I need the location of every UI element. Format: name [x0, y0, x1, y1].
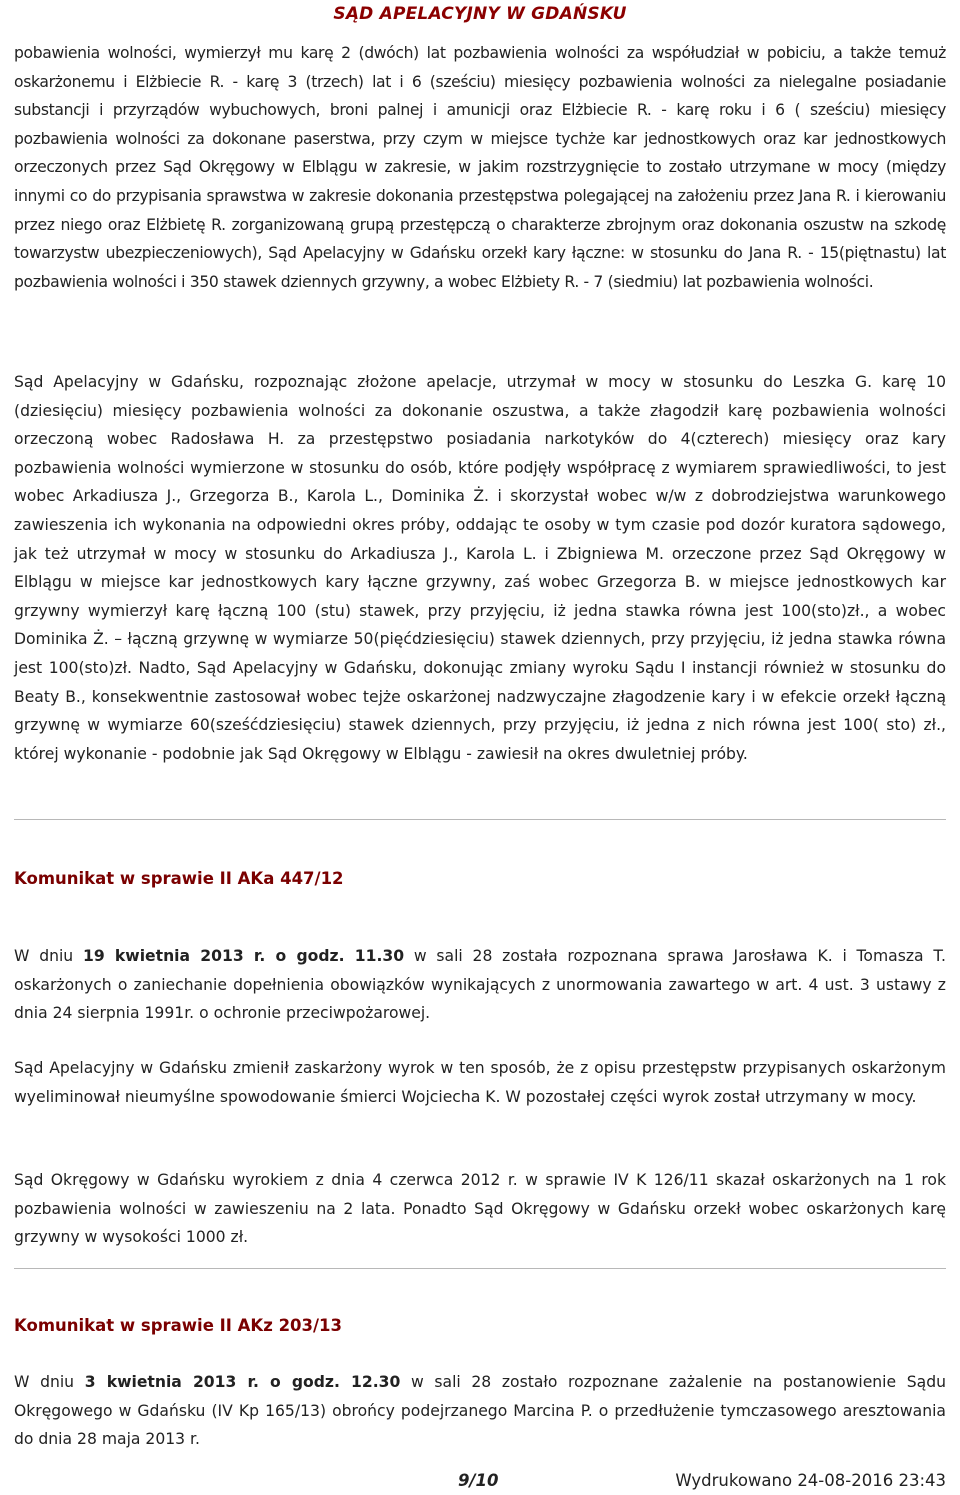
print-timestamp: Wydrukowano 24-08-2016 23:43 [675, 1471, 946, 1490]
section-divider-2 [14, 1268, 946, 1269]
c2-hearing-date: 3 kwietnia 2013 r. o godz. 12.30 [84, 1373, 401, 1391]
communique-1-paragraph-2: Sąd Apelacyjny w Gdańsku zmienił zaskarżony wyrok w ten sposób, że z opisu przestępstw przypisanych oskarżonym wyeliminował nieumyślne spowodowanie śmierci Wojciecha K. W pozostałej części wyrok został utrzymany w mocy. [14, 1059, 946, 1106]
c1-p1-prefix: W dniu [14, 947, 83, 965]
communique-1-paragraph-1 [14, 942, 946, 1028]
c2-p1-rest: w sali 28 zostało rozpoznane zażalenie na postanowienie Sądu Okręgowego w Gdańsku (IV Kp 165/13) obrońcy podejrzanego Marcina P. o przedłużenie tymczasowego aresztowania do dnia 28 maja 2013 r. [14, 1373, 946, 1449]
section-divider-1 [14, 819, 946, 820]
page-header-title: SĄD APELACYJNY W GDAŃSKU [333, 4, 627, 24]
paragraph-appeal-ruling: Sąd Apelacyjny w Gdańsku, rozpoznając złożone apelacje, utrzymał w mocy w stosunku do Leszka G. karę 10 (dziesięciu) miesięcy pozbawienia wolności za dokonanie oszustwa, a także złagodził karę pozbawienia wolności orzeczoną wobec Radosława H. za przestępstwo posiadania narkotyków do 4(czterech) miesięcy oraz kary pozbawienia wolności wymierzone w stosunku do osób, które podjęły współpracę z wymiarem sprawiedliwości, to jest wobec Arkadiusza J., Grzegorza B., Karola L., Dominika Ż. i skorzystał wobec w/w z dobrodziejstwa warunkowego zawieszenia ich wykonania na odpowiedni okres próby, oddając te osoby w tym czasie pod dozór kuratora sądowego, jak też utrzymał w mocy w stosunku do Arkadiusza J., Karola L. i Zbigniewa M. orzeczone przez Sąd Okręgowy w Elblągu w miejsce kar jednostkowych kary łączne grzywny, zaś wobec Grzegorza B. w miejsce jednostkowych kar grzywny wymierzył karę łączną 100 (stu) stawek, przy przyjęciu, iż jedna stawka równa jest 100(sto)zł., a wobec Dominika Ż. – łączną grzywnę w wymiarze 50(pięćdziesięciu) stawek dziennych, przy przyjęciu, iż jedna stawka równa jest 100(sto)zł. Nadto, Sąd Apelacyjny w Gdańsku, dokonując zmiany wyroku Sądu I instancji również w stosunku do Beaty B., konsekwentnie zastosował wobec tejże oskarżonej nadzwyczajne złagodzenie kary i w efekcie orzekł łączną grzywnę w wymiarze 60(sześćdziesięciu) stawek dziennych, przy przyjęciu, iż jedna z nich równa jest 100( sto) zł., której wykonanie - podobnie jak Sąd Okręgowy w Elblągu - zawiesił na okres dwuletniej próby. [14, 373, 946, 763]
communique-heading-ii-akz-203-13: Komunikat w sprawie II AKz 203/13 [14, 1316, 342, 1335]
communique-1-paragraph-3: Sąd Okręgowy w Gdańsku wyrokiem z dnia 4 czerwca 2012 r. w sprawie IV K 126/11 skazał oskarżonych na 1 rok pozbawienia wolności w zawieszeniu na 2 lata. Ponadto Sąd Okręgowy w Gdańsku orzekł wobec oskarżonych karę grzywny w wysokości 1000 zł. [14, 1171, 946, 1247]
c1-hearing-date: 19 kwietnia 2013 r. o godz. 11.30 [82, 947, 405, 965]
c1-p1-rest: w sali 28 została rozpoznana sprawa Jarosława K. i Tomasza T. oskarżonych o zaniechanie dopełnienia obowiązków wynikających z unormowania zawartego w art. 4 ust. 3 ustawy z dnia 24 sierpnia 1991r. o ochronie przeciwpożarowej. [14, 947, 946, 1023]
paragraph-sentences-continuation: pobawienia wolności, wymierzył mu karę 2 (dwóch) lat pozbawienia wolności za współudział w pobiciu, a także temuż oskarżonemu i Elżbiecie R. - karę 3 (trzech) lat i 6 (sześciu) miesięcy pozbawienia wolności za nielegalne posiadanie substancji i przyrządów wybuchowych, broni palnej i amunicji oraz Elżbiecie R. - karę roku i 6 ( sześciu) miesięcy pozbawienia wolności za dokonane paserstwa, przy czym w miejsce tychże kar jednostkowych oraz kar jednostkowych orzeczonych przez Sąd Okręgowy w Elblągu w zakresie, w jakim rozstrzygnięcie to zostało utrzymane w mocy (między innymi co do przypisania sprawstwa w zakresie dokonania przestępstwa polegającej na założeniu przez Jana R. i kierowaniu przez niego oraz Elżbietę R. zorganizowaną grupą przestępczą o charakterze zbrojnym oraz dokonania oszustw na szkodę towarzystw ubezpieczeniowych), Sąd Apelacyjny w Gdańsku orzekł kary łączne: w stosunku do Jana R. - 15(piętnastu) lat pozbawienia wolności i 350 stawek dziennych grzywny, a wobec Elżbiety R. - 7 (siedmiu) lat pozbawienia wolności. [14, 44, 946, 291]
c2-p1-prefix: W dniu [14, 1373, 85, 1391]
page-number: 9/10 [458, 1471, 499, 1490]
communique-heading-ii-aka-447-12: Komunikat w sprawie II AKa 447/12 [14, 869, 344, 888]
communique-2-paragraph-1 [14, 1368, 946, 1454]
page-footer [0, 1469, 960, 1495]
